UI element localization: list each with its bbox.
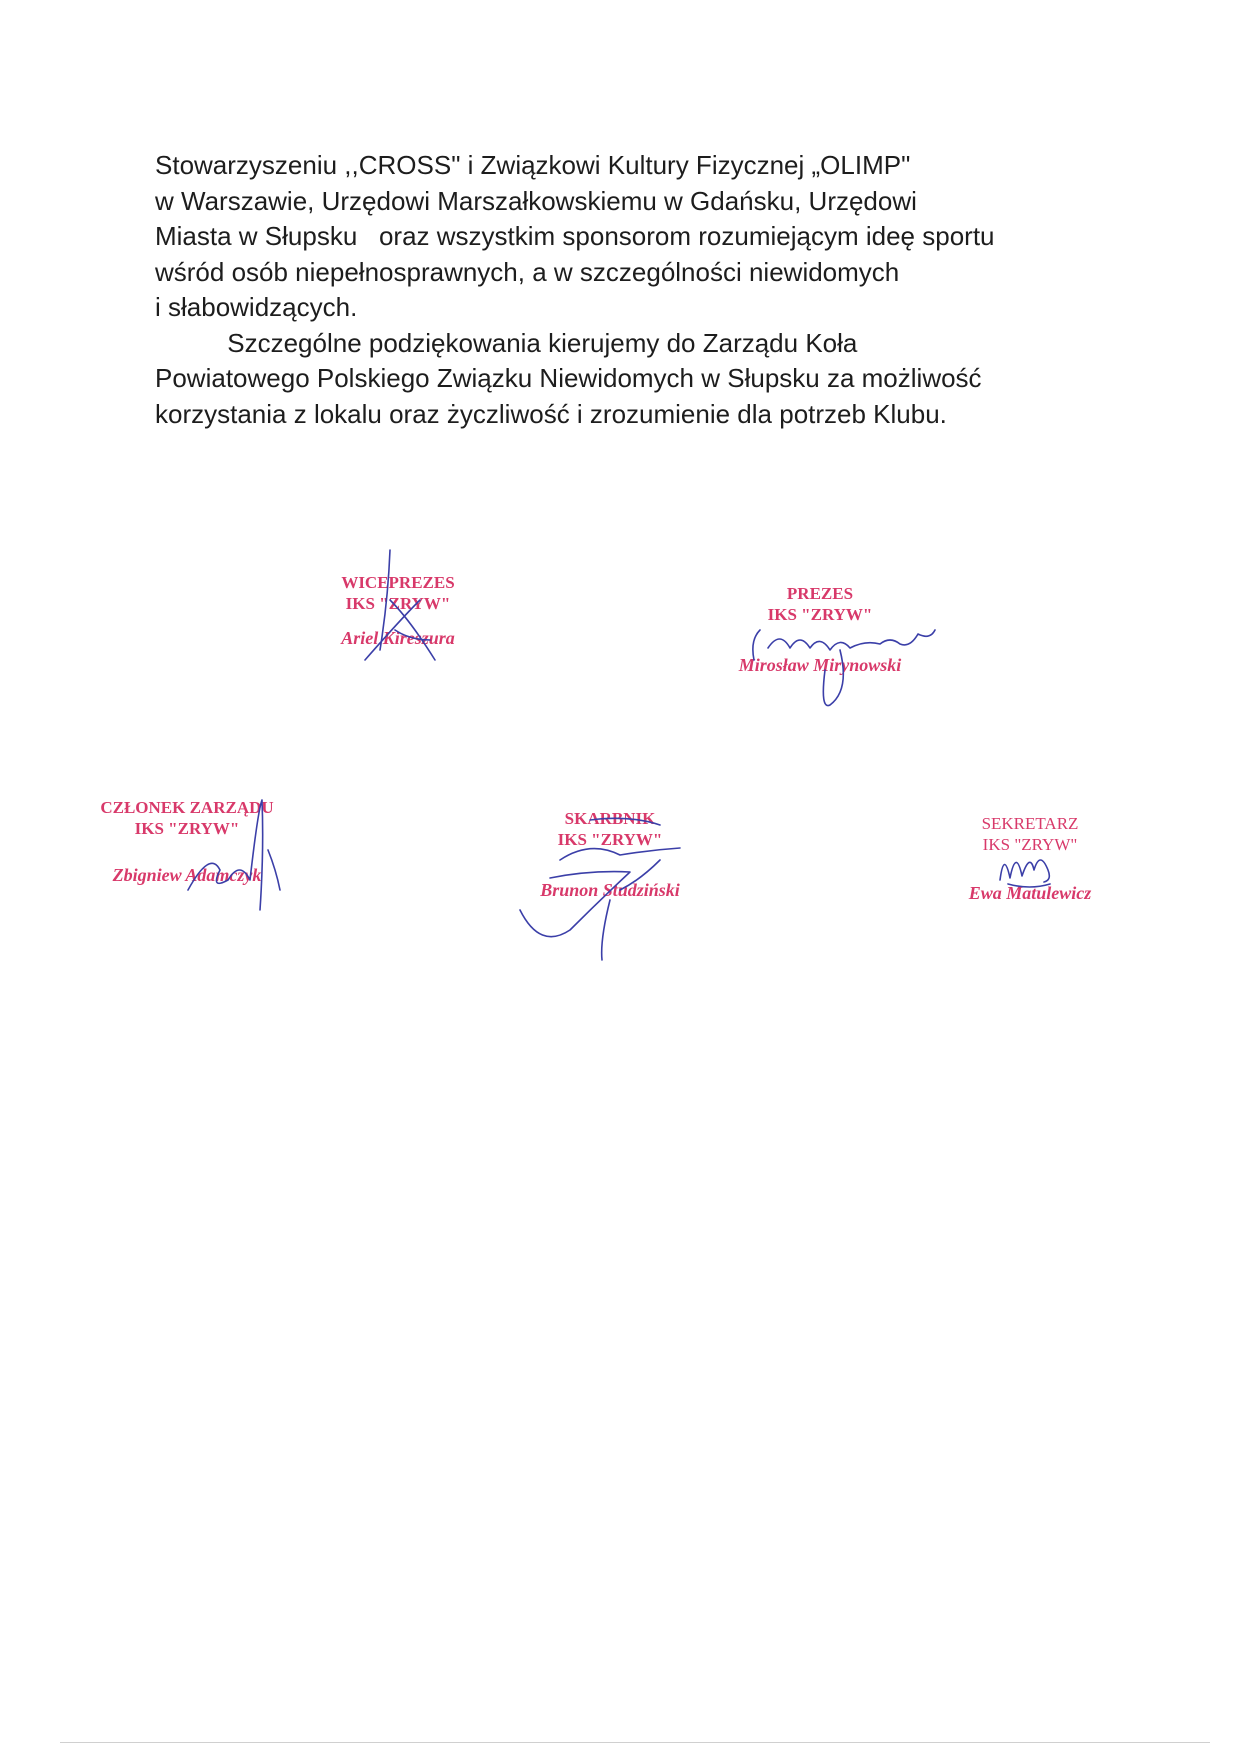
stamp-title: CZŁONEK ZARZĄDU [100,798,274,817]
stamp-org: IKS "ZRYW" [557,830,663,850]
letter-line: Miasta w Słupsku oraz wszystkim sponsorom rozumiejącym ideę sportu [155,221,995,251]
letter-line: i słabowidzących. [155,292,358,322]
stamp-org: IKS "ZRYW" [767,605,873,625]
letter-line: Powiatowego Polskiego Związku Niewidomych w Słupsku za możliwość [155,363,982,393]
stamp-org: IKS "ZRYW" [345,594,451,614]
stamp-title: WICEPREZES [341,573,455,592]
stamp-name: Ariel Kireszura [341,627,455,648]
stamp-org: IKS "ZRYW" [982,835,1078,855]
stamp-name: Mirosław Mirynowski [738,654,902,675]
page-bottom-rule [60,1742,1210,1743]
signature-skarbnik [510,800,710,970]
stamp-org: IKS "ZRYW" [134,819,240,839]
stamp-title: SEKRETARZ [981,814,1079,833]
signature-prezes [740,610,950,720]
stamp-name: Zbigniew Adamczyk [112,864,262,885]
stamp-name: Ewa Matulewicz [968,882,1092,903]
signature-sekretarz [990,840,1070,900]
signature-czlonek-zarzadu [180,790,290,920]
stamp-title: SKARBNIK [564,809,656,828]
letter-line: wśród osób niepełnosprawnych, a w szczególności niewidomych [155,256,900,287]
stamp-name: Brunon Studziński [540,879,680,900]
letter-line: Stowarzyszeniu ,,CROSS" i Związkowi Kultury Fizycznej „OLIMP" [155,150,911,180]
signature-wiceprezes [360,540,470,680]
letter-body [155,148,1115,432]
stamp-title: PREZES [786,584,854,603]
letter-line: w Warszawie, Urzędowi Marszałkowskiemu w Gdańsku, Urzędowi [155,185,917,216]
letter-line: Szczególne podziękowania kierujemy do Zarządu Koła [155,327,858,358]
letter-line: korzystania z lokalu oraz życzliwość i zrozumienie dla potrzeb Klubu. [155,398,947,429]
